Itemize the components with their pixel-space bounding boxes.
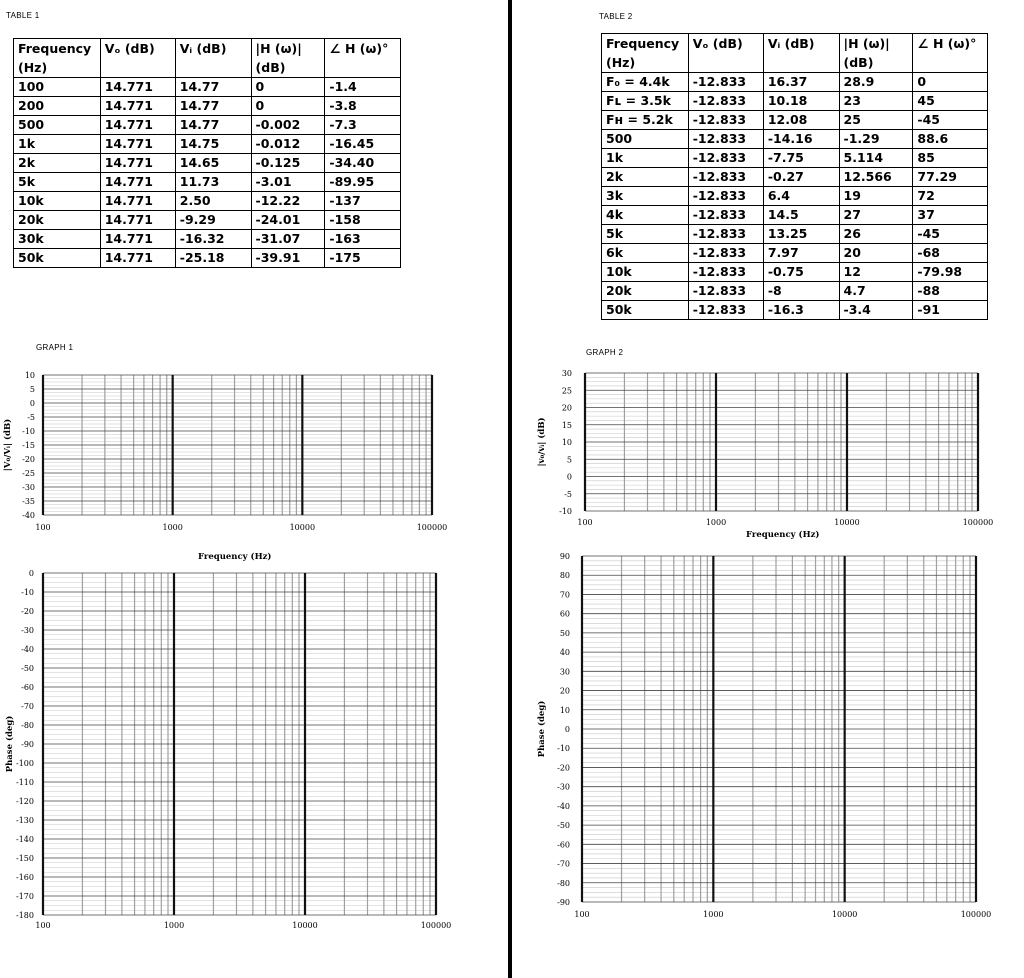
table-cell: -45 (913, 225, 988, 244)
table-header-row (14, 39, 401, 78)
column-header-line-2: (Hz) (18, 60, 48, 75)
column-header (325, 39, 401, 78)
table-row (602, 187, 988, 206)
column-header-line-2: (Hz) (606, 55, 636, 70)
table-cell: -8 (763, 282, 839, 301)
table-cell: 14.771 (100, 154, 175, 173)
table-cell: Fʟ = 3.5k (602, 92, 689, 111)
table-cell: -175 (325, 249, 401, 268)
y-tick-label: -180 (16, 911, 34, 920)
y-tick-label: -10 (21, 588, 34, 597)
column-header-line-1: ∠ H (ω)° (917, 36, 977, 51)
table-cell: 12.566 (839, 168, 913, 187)
y-axis-title: |v₀/vᵢ| (dB) (537, 417, 547, 467)
y-tick-label: 90 (559, 552, 570, 561)
table-row (602, 92, 988, 111)
x-tick-label: 10000 (831, 910, 858, 919)
y-tick-label: -10 (557, 744, 570, 754)
y-tick-label: -30 (557, 782, 570, 792)
column-header-line-2 (105, 58, 171, 77)
table-cell: 14.77 (175, 97, 251, 116)
table-cell: 20k (14, 211, 101, 230)
table-cell: 10.18 (763, 92, 839, 111)
y-tick-label: -30 (21, 626, 34, 635)
table-row (602, 111, 988, 130)
table-cell: 5k (602, 225, 689, 244)
x-tick-label: 100 (574, 910, 590, 919)
y-tick-label: -5 (27, 413, 35, 422)
y-tick-label: -15 (22, 441, 35, 450)
x-tick-label: 100 (35, 921, 51, 930)
table-cell: -16.32 (175, 230, 251, 249)
table-row (14, 97, 401, 116)
y-axis-title: Phase (deg) (5, 715, 15, 773)
table-cell: 77.29 (913, 168, 988, 187)
table-cell: 0 (913, 73, 988, 92)
y-tick-label: 40 (559, 648, 570, 658)
column-header-line-1: Vᵢ (dB) (179, 41, 227, 56)
table-cell: -24.01 (251, 211, 325, 230)
column-header-line-1: Vₒ (dB) (692, 36, 743, 51)
y-tick-label: -20 (557, 763, 570, 773)
x-tick-label: 10000 (292, 921, 318, 930)
column-header (688, 34, 763, 73)
table-2 (601, 33, 988, 320)
table-cell: -45 (913, 111, 988, 130)
y-tick-label: -70 (21, 702, 34, 711)
column-header (251, 39, 325, 78)
x-tick-label: 1000 (703, 910, 724, 919)
table-cell: 6k (602, 244, 689, 263)
y-tick-label: -170 (16, 892, 34, 901)
table-cell: 14.77 (175, 116, 251, 135)
table-cell: -3.01 (251, 173, 325, 192)
y-tick-label: 0 (28, 569, 34, 578)
table-cell: 14.771 (100, 97, 175, 116)
table-cell: 13.25 (763, 225, 839, 244)
table-row (602, 206, 988, 225)
column-header-line-2 (329, 58, 396, 77)
table-cell: -12.833 (688, 130, 763, 149)
table-row (602, 73, 988, 92)
y-tick-label: 5 (29, 385, 35, 394)
table-cell: -0.012 (251, 135, 325, 154)
table-cell: 50k (14, 249, 101, 268)
y-tick-label: 80 (559, 571, 570, 581)
graph-1-tag: GRAPH 1 (36, 343, 74, 352)
table-cell: -12.22 (251, 192, 325, 211)
table-row (602, 263, 988, 282)
table-cell: -12.833 (688, 225, 763, 244)
table-row (14, 249, 401, 268)
table-cell: -3.4 (839, 301, 913, 320)
table-row (14, 78, 401, 97)
column-header-line-2 (768, 53, 835, 72)
table-row (14, 211, 401, 230)
column-header-line-1: ∠ H (ω)° (329, 41, 389, 56)
table-cell: 14.771 (100, 230, 175, 249)
x-tick-label: 100000 (962, 518, 994, 527)
table-cell: 30k (14, 230, 101, 249)
table-cell: 5k (14, 173, 101, 192)
table-cell: -16.45 (325, 135, 401, 154)
table-cell: -1.29 (839, 130, 913, 149)
x-tick-label: 1000 (162, 523, 183, 532)
y-tick-label: -20 (22, 455, 35, 464)
y-tick-label: -20 (21, 607, 34, 616)
table-cell: 14.65 (175, 154, 251, 173)
table-cell: 0 (251, 78, 325, 97)
table-cell: -91 (913, 301, 988, 320)
table-cell: -79.98 (913, 263, 988, 282)
graph-1-phase-grid (0, 565, 455, 935)
table-row (14, 230, 401, 249)
y-tick-label: -130 (16, 816, 34, 825)
table-cell: -88 (913, 282, 988, 301)
y-tick-label: -50 (557, 821, 570, 831)
table-row (14, 192, 401, 211)
table-cell: -31.07 (251, 230, 325, 249)
y-tick-label: -40 (557, 801, 570, 811)
page-divider (508, 0, 512, 978)
table-cell: 14.771 (100, 192, 175, 211)
y-axis-title: |V₀/Vᵢ| (dB) (3, 418, 13, 472)
table-cell: -16.3 (763, 301, 839, 320)
y-tick-label: -150 (16, 854, 34, 863)
table-cell: 85 (913, 149, 988, 168)
table-cell: 4.7 (839, 282, 913, 301)
table-row (602, 225, 988, 244)
table-cell: 14.771 (100, 173, 175, 192)
table-cell: 23 (839, 92, 913, 111)
column-header-line-2: (dB) (255, 60, 286, 75)
y-tick-label: -110 (16, 778, 34, 787)
table-cell: 10k (602, 263, 689, 282)
table-cell: 1k (14, 135, 101, 154)
y-tick-label: 50 (559, 628, 570, 638)
y-tick-label: -80 (21, 721, 34, 730)
table-cell: -68 (913, 244, 988, 263)
table-1 (13, 38, 401, 268)
table-cell: -158 (325, 211, 401, 230)
x-tick-label: 100 (35, 523, 51, 532)
column-header (175, 39, 251, 78)
table-cell: -14.16 (763, 130, 839, 149)
column-header-line-2 (917, 53, 983, 72)
table-cell: 14.5 (763, 206, 839, 225)
table-cell: 7.97 (763, 244, 839, 263)
table-cell: 4k (602, 206, 689, 225)
y-axis-title: Phase (deg) (537, 700, 547, 758)
table-cell: 25 (839, 111, 913, 130)
x-tick-label: 100000 (416, 523, 448, 532)
graph-2-phase-grid (530, 550, 1000, 925)
table-cell: 12 (839, 263, 913, 282)
y-tick-label: -40 (21, 645, 34, 654)
column-header (100, 39, 175, 78)
table-cell: 37 (913, 206, 988, 225)
y-tick-label: -90 (21, 740, 34, 749)
graph-2-magnitude-grid (530, 365, 1000, 530)
table-cell: 2k (14, 154, 101, 173)
y-tick-label: -60 (557, 840, 570, 850)
x-tick-label: 1000 (163, 921, 185, 930)
y-tick-label: -10 (559, 507, 572, 516)
column-header (839, 34, 913, 73)
table-cell: 14.77 (175, 78, 251, 97)
y-tick-label: -35 (22, 497, 35, 506)
y-tick-label: 10 (559, 705, 570, 715)
column-header (14, 39, 101, 78)
column-header (763, 34, 839, 73)
table-cell: -34.40 (325, 154, 401, 173)
table-cell: 19 (839, 187, 913, 206)
y-tick-label: -100 (16, 759, 34, 768)
x-tick-label: 100 (577, 518, 593, 527)
table-cell: 6.4 (763, 187, 839, 206)
table-cell: -12.833 (688, 187, 763, 206)
table-cell: -7.75 (763, 149, 839, 168)
column-header-line-2 (180, 58, 247, 77)
table-cell: 20 (839, 244, 913, 263)
table-cell: -7.3 (325, 116, 401, 135)
table-cell: 20k (602, 282, 689, 301)
y-tick-label: -160 (16, 873, 34, 882)
table-row (602, 130, 988, 149)
y-tick-label: 0 (29, 399, 35, 408)
table-cell: 50k (602, 301, 689, 320)
column-header-line-1: Frequency (606, 36, 680, 51)
table-cell: -137 (325, 192, 401, 211)
graph-1-magnitude-grid (0, 360, 450, 540)
table-cell: -1.4 (325, 78, 401, 97)
table-row (602, 168, 988, 187)
table-cell: -0.125 (251, 154, 325, 173)
table-row (14, 135, 401, 154)
table-cell: 14.771 (100, 116, 175, 135)
table-row (14, 116, 401, 135)
table-1-tag: TABLE 1 (6, 11, 40, 20)
y-tick-label: -5 (564, 489, 572, 499)
table-cell: 0 (251, 97, 325, 116)
y-tick-label: 0 (566, 472, 572, 482)
column-header-line-1: Frequency (18, 41, 92, 56)
column-header (913, 34, 988, 73)
y-tick-label: -70 (557, 859, 570, 869)
y-tick-label: -10 (22, 427, 35, 436)
y-tick-label: -90 (557, 898, 570, 907)
table-row (14, 154, 401, 173)
x-tick-label: 100000 (960, 910, 992, 919)
column-header-line-2 (693, 53, 759, 72)
table-cell: 14.771 (100, 78, 175, 97)
table-cell: -163 (325, 230, 401, 249)
table-cell: -12.833 (688, 301, 763, 320)
table-cell: 500 (602, 130, 689, 149)
table-cell: 45 (913, 92, 988, 111)
table-cell: -12.833 (688, 206, 763, 225)
table-cell: -12.833 (688, 92, 763, 111)
table-cell: -3.8 (325, 97, 401, 116)
y-tick-label: 0 (564, 725, 570, 734)
x-tick-label: 1000 (705, 518, 727, 527)
table-cell: F₀ = 4.4k (602, 73, 689, 92)
table-cell: -25.18 (175, 249, 251, 268)
table-row (602, 244, 988, 263)
y-tick-label: -80 (557, 878, 570, 888)
table-row (602, 282, 988, 301)
table-row (602, 149, 988, 168)
y-tick-label: 30 (559, 667, 570, 677)
column-header-line-1: |H (ω)| (843, 36, 890, 51)
column-header-line-1: Vᵢ (dB) (767, 36, 815, 51)
y-tick-label: 70 (559, 590, 570, 600)
table-cell: 200 (14, 97, 101, 116)
table-cell: 14.771 (100, 211, 175, 230)
table-cell: -12.833 (688, 111, 763, 130)
y-tick-label: -40 (22, 511, 35, 520)
table-cell: -12.833 (688, 263, 763, 282)
table-cell: 10k (14, 192, 101, 211)
table-header-row (602, 34, 988, 73)
table-cell: 14.75 (175, 135, 251, 154)
table-cell: -12.833 (688, 149, 763, 168)
column-header-line-1: Vₒ (dB) (104, 41, 155, 56)
y-tick-label: -140 (16, 835, 34, 844)
table-cell: -0.27 (763, 168, 839, 187)
table-cell: -9.29 (175, 211, 251, 230)
table-cell: -89.95 (325, 173, 401, 192)
table-cell: 11.73 (175, 173, 251, 192)
graph-1-x-axis-title: Frequency (Hz) (198, 552, 272, 562)
y-tick-label: -50 (21, 664, 34, 673)
x-tick-label: 10000 (834, 518, 860, 527)
y-tick-label: 25 (561, 386, 572, 396)
table-cell: 72 (913, 187, 988, 206)
table-cell: 500 (14, 116, 101, 135)
graph-2-x-axis-title: Frequency (Hz) (746, 530, 820, 540)
x-tick-label: 10000 (289, 523, 316, 532)
y-tick-label: 10 (561, 438, 572, 447)
table-cell: 28.9 (839, 73, 913, 92)
table-cell: -12.833 (688, 73, 763, 92)
table-cell: 5.114 (839, 149, 913, 168)
table-cell: -12.833 (688, 168, 763, 187)
column-header-line-1: |H (ω)| (255, 41, 302, 56)
y-tick-label: -30 (22, 483, 35, 492)
x-tick-label: 100000 (420, 921, 452, 930)
table-cell: 14.771 (100, 249, 175, 268)
table-cell: 2.50 (175, 192, 251, 211)
table-row (602, 301, 988, 320)
table-cell: 1k (602, 149, 689, 168)
column-header-line-2: (dB) (843, 55, 874, 70)
table-cell: 88.6 (913, 130, 988, 149)
table-cell: 3k (602, 187, 689, 206)
table-cell: 2k (602, 168, 689, 187)
y-tick-label: -60 (21, 683, 34, 692)
y-tick-label: 30 (561, 369, 572, 378)
table-row (14, 173, 401, 192)
column-header (602, 34, 689, 73)
graph-2-tag: GRAPH 2 (586, 348, 624, 357)
table-cell: -12.833 (688, 282, 763, 301)
table-cell: -0.002 (251, 116, 325, 135)
table-cell: 14.771 (100, 135, 175, 154)
table-cell: 12.08 (763, 111, 839, 130)
table-cell: -39.91 (251, 249, 325, 268)
table-cell: -12.833 (688, 244, 763, 263)
table-2-tag: TABLE 2 (599, 12, 633, 21)
y-tick-label: 5 (566, 455, 572, 465)
table-cell: -0.75 (763, 263, 839, 282)
y-tick-label: 10 (24, 371, 35, 380)
table-cell: 26 (839, 225, 913, 244)
y-tick-label: 20 (561, 403, 572, 413)
y-tick-label: -25 (22, 469, 35, 478)
table-cell: 27 (839, 206, 913, 225)
y-tick-label: 60 (559, 609, 570, 619)
y-tick-label: 20 (559, 686, 570, 696)
y-tick-label: -120 (16, 797, 34, 806)
table-cell: Fʜ = 5.2k (602, 111, 689, 130)
y-tick-label: 15 (561, 420, 572, 430)
table-cell: 16.37 (763, 73, 839, 92)
table-cell: 100 (14, 78, 101, 97)
